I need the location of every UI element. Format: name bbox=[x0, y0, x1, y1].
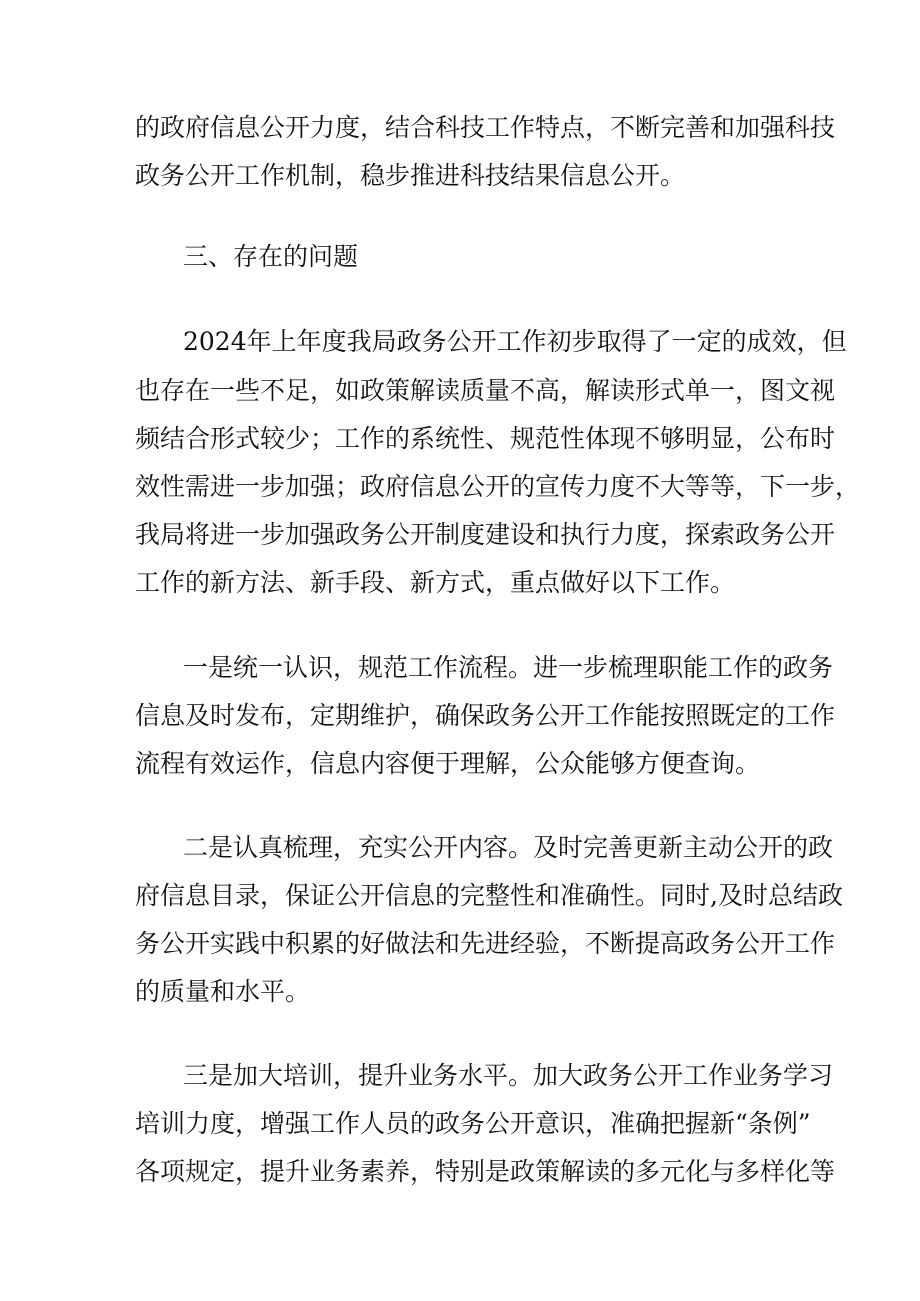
paragraph-line: 流程有效运作，信息内容便于理解，公众能够方便查询。 bbox=[135, 749, 761, 778]
paragraph-line: 政务公开工作机制，稳步推进科技结果信息公开。 bbox=[135, 161, 686, 190]
paragraph-line: 一是统一认识，规范工作流程。进一步梳理职能工作的政务 bbox=[183, 653, 834, 682]
paragraph-line: 的政府信息公开力度，结合科技工作特点，不断完善和加强科技 bbox=[135, 113, 836, 142]
paragraph-line: 府信息目录，保证公开信息的完整性和准确性。同时,及时总结政 bbox=[135, 881, 843, 910]
paragraph-line: 效性需进一步加强；政府信息公开的宣传力度不大等等，下一步， bbox=[135, 472, 861, 501]
paragraph-line: 工作的新方法、新手段、新方式，重点做好以下工作。 bbox=[135, 568, 736, 597]
paragraph-line: 的质量和水平。 bbox=[135, 977, 311, 1006]
paragraph-line: 二是认真梳理，充实公开内容。及时完善更新主动公开的政 bbox=[183, 833, 834, 862]
paragraph-line: 也存在一些不足，如政策解读质量不高，解读形式单一，图文视 bbox=[135, 376, 836, 405]
paragraph-line: 培训力度，增强工作人员的政务公开意识，准确把握新“条例” bbox=[135, 1109, 811, 1138]
paragraph-line: 各项规定，提升业务素养，特别是政策解读的多元化与多样化等 bbox=[135, 1157, 836, 1186]
section-heading: 三、存在的问题 bbox=[183, 242, 359, 271]
paragraph-line: 2024年上年度我局政务公开工作初步取得了一定的成效，但 bbox=[183, 327, 847, 356]
paragraph-line: 频结合形式较少；工作的系统性、规范性体现不够明显，公布时 bbox=[135, 424, 836, 453]
paragraph-line: 信息及时发布，定期维护，确保政务公开工作能按照既定的工作 bbox=[135, 701, 836, 730]
paragraph-line: 务公开实践中积累的好做法和先进经验，不断提高政务公开工作 bbox=[135, 929, 836, 958]
paragraph-line: 我局将进一步加强政务公开制度建设和执行力度，探索政务公开 bbox=[135, 520, 836, 549]
paragraph-line: 三是加大培训，提升业务水平。加大政务公开工作业务学习 bbox=[183, 1061, 834, 1090]
